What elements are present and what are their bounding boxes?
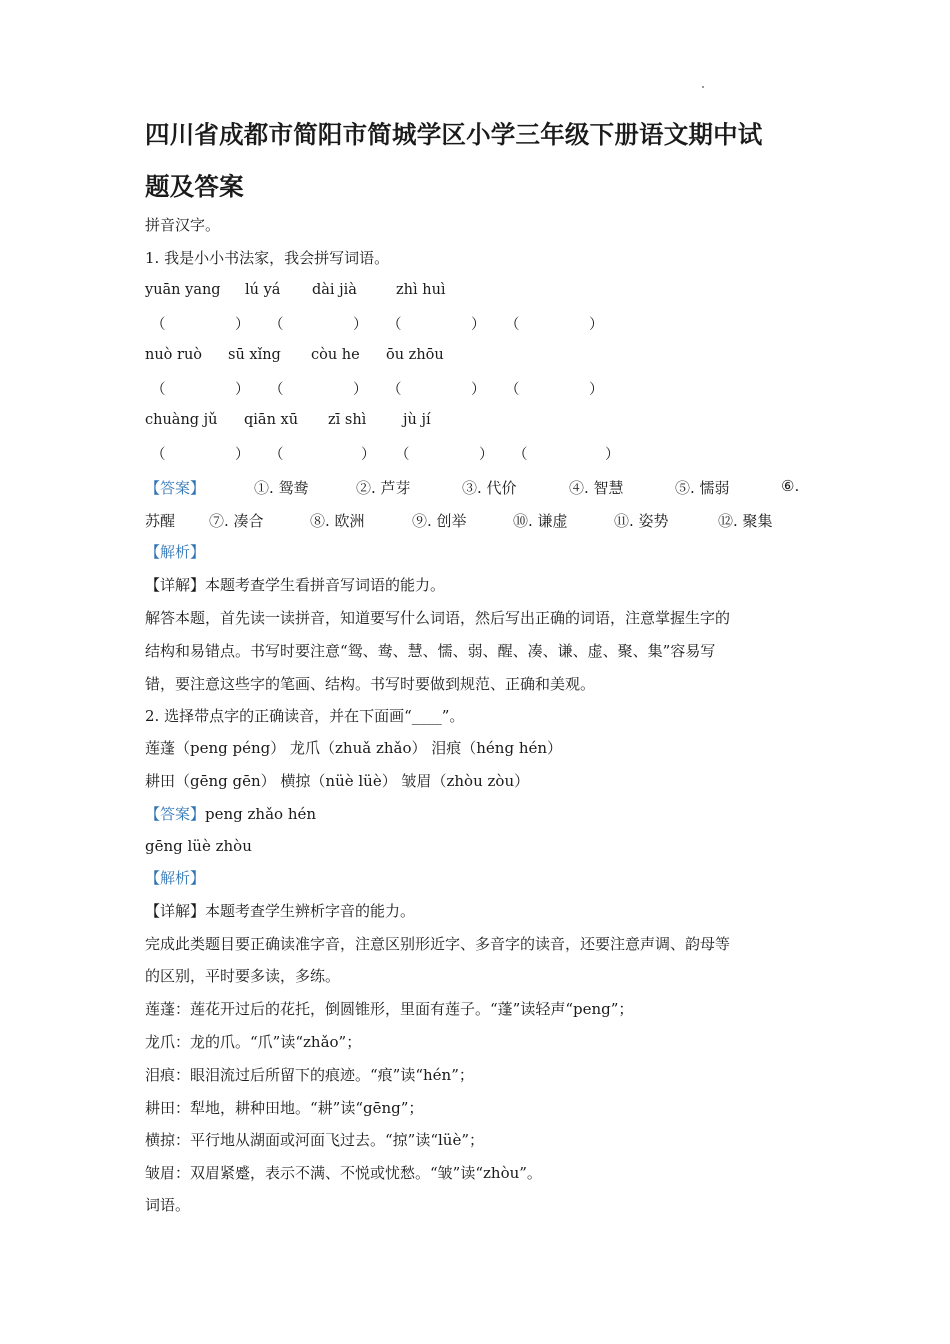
answer-item: ③. 代价 bbox=[462, 479, 517, 497]
paren-close: ） bbox=[479, 447, 494, 463]
q1-explain-line: 解答本题，首先读一读拼音，知道要写什么词语，然后写出正确的词语，注意掌握生字的 bbox=[145, 609, 731, 627]
section-footer: 词语。 bbox=[145, 1196, 191, 1214]
paren-open: （ bbox=[387, 382, 402, 398]
q2-stem: 2. 选择带点字的正确读音，并在下面画“____”。 bbox=[145, 707, 465, 725]
q2-options-2: 耕田（gēng gēn） 横掠（nüè lüè） 皱眉（zhòu zòu） bbox=[145, 772, 530, 790]
q2-analysis-tag: 【解析】 bbox=[145, 869, 206, 887]
paren-open: （ bbox=[505, 317, 520, 333]
answer-item: ②. 芦芽 bbox=[356, 479, 411, 497]
answer-item: ①. 鸳鸯 bbox=[254, 479, 309, 497]
pinyin: nuò ruò bbox=[145, 347, 203, 363]
paren-close: ） bbox=[235, 382, 250, 398]
answer-item: ⑫. 聚集 bbox=[718, 512, 773, 530]
q2-explain-line: 耕田：犁地，耕种田地。“耕”读“gēng”； bbox=[145, 1099, 424, 1117]
paren-close: ） bbox=[589, 317, 604, 333]
pinyin: dài jià bbox=[312, 282, 357, 298]
q2-explain-line: 莲蓬：莲花开过后的花托，倒圆锥形，里面有莲子。“蓬”读轻声“peng”； bbox=[145, 1000, 634, 1018]
answer-item: ⑥. bbox=[781, 477, 800, 495]
paren-close: ） bbox=[471, 382, 486, 398]
paren-close: ） bbox=[589, 382, 604, 398]
q2-options-1: 莲蓬（peng péng） 龙爪（zhuǎ zhǎo） 泪痕（héng hén） bbox=[145, 739, 563, 757]
pinyin: sū xǐng bbox=[228, 347, 281, 363]
pinyin: qiān xū bbox=[244, 412, 299, 428]
q2-detail: 【详解】本题考查学生辨析字音的能力。 bbox=[145, 902, 416, 920]
paren-open: （ bbox=[269, 447, 284, 463]
paren-close: ） bbox=[361, 447, 376, 463]
paren-open: （ bbox=[513, 447, 528, 463]
paren-close: ） bbox=[353, 317, 368, 333]
answer-item: ⑦. 凑合 bbox=[209, 512, 264, 530]
paren-open: （ bbox=[387, 317, 402, 333]
pinyin: lú yá bbox=[245, 282, 281, 298]
pinyin: zī shì bbox=[328, 412, 367, 428]
pinyin: ōu zhōu bbox=[386, 347, 444, 363]
q1-explain-line: 错，要注意这些字的笔画、结构。书写时要做到规范、正确和美观。 bbox=[145, 675, 596, 693]
answer-tag: 【答案】 bbox=[145, 479, 206, 497]
q2-answer-line-2: gēng lüè zhòu bbox=[145, 837, 252, 855]
answer-item: ⑤. 懦弱 bbox=[675, 479, 730, 497]
answer-tag: 【答案】 bbox=[145, 805, 206, 823]
paren-close: ） bbox=[235, 317, 250, 333]
paren-open: （ bbox=[151, 447, 166, 463]
answer-item: ⑧. 欧洲 bbox=[310, 512, 365, 530]
pinyin: chuàng jǔ bbox=[145, 412, 218, 428]
paren-open: （ bbox=[505, 382, 520, 398]
q1-explain-line: 结构和易错点。书写时要注意“鸳、鸯、慧、懦、弱、醒、凑、谦、虚、聚、集”容易写 bbox=[145, 642, 716, 660]
q2-explain-line: 完成此类题目要正确读准字音，注意区别形近字、多音字的读音，还要注意声调、韵母等 bbox=[145, 935, 731, 953]
q2-explain-line: 的区别，平时要多读，多练。 bbox=[145, 967, 341, 985]
q2-explain-line: 皱眉：双眉紧蹙，表示不满、不悦或忧愁。“皱”读“zhòu”。 bbox=[145, 1164, 542, 1182]
answer-item: ⑨. 创举 bbox=[412, 512, 467, 530]
q1-detail: 【详解】本题考查学生看拼音写词语的能力。 bbox=[145, 576, 446, 594]
q1-stem: 1. 我是小小书法家，我会拼写词语。 bbox=[145, 249, 390, 267]
answer-item: 苏醒 bbox=[145, 512, 176, 530]
q2-explain-line: 横掠：平行地从湖面或河面飞过去。“掠”读“lüè”； bbox=[145, 1131, 485, 1149]
q2-explain-line: 龙爪：龙的爪。“爪”读“zhǎo”； bbox=[145, 1033, 362, 1051]
paren-open: （ bbox=[269, 317, 284, 333]
title-line-2: 题及答案 bbox=[145, 172, 244, 201]
page-mark bbox=[702, 86, 704, 88]
answer-item: ④. 智慧 bbox=[569, 479, 624, 497]
paren-open: （ bbox=[269, 382, 284, 398]
answer-item: ⑪. 姿势 bbox=[614, 512, 669, 530]
pinyin: jù jí bbox=[403, 412, 431, 428]
paren-close: ） bbox=[471, 317, 486, 333]
q2-explain-line: 泪痕：眼泪流过后所留下的痕迹。“痕”读“hén”； bbox=[145, 1066, 474, 1084]
pinyin: yuān yang bbox=[145, 282, 221, 298]
answer-item: ⑩. 谦虚 bbox=[513, 512, 568, 530]
q2-answer-line-1 bbox=[145, 804, 815, 824]
pinyin: còu he bbox=[311, 347, 360, 363]
paren-open: （ bbox=[151, 317, 166, 333]
answer-text: peng zhǎo hén bbox=[205, 805, 317, 823]
paren-open: （ bbox=[151, 382, 166, 398]
paren-open: （ bbox=[395, 447, 410, 463]
section-heading: 拼音汉字。 bbox=[145, 216, 221, 234]
title-line-1: 四川省成都市简阳市简城学区小学三年级下册语文期中试 bbox=[145, 120, 763, 149]
pinyin: zhì huì bbox=[396, 282, 446, 298]
paren-close: ） bbox=[353, 382, 368, 398]
q1-analysis-tag: 【解析】 bbox=[145, 543, 206, 561]
paren-close: ） bbox=[235, 447, 250, 463]
paren-close: ） bbox=[605, 447, 620, 463]
